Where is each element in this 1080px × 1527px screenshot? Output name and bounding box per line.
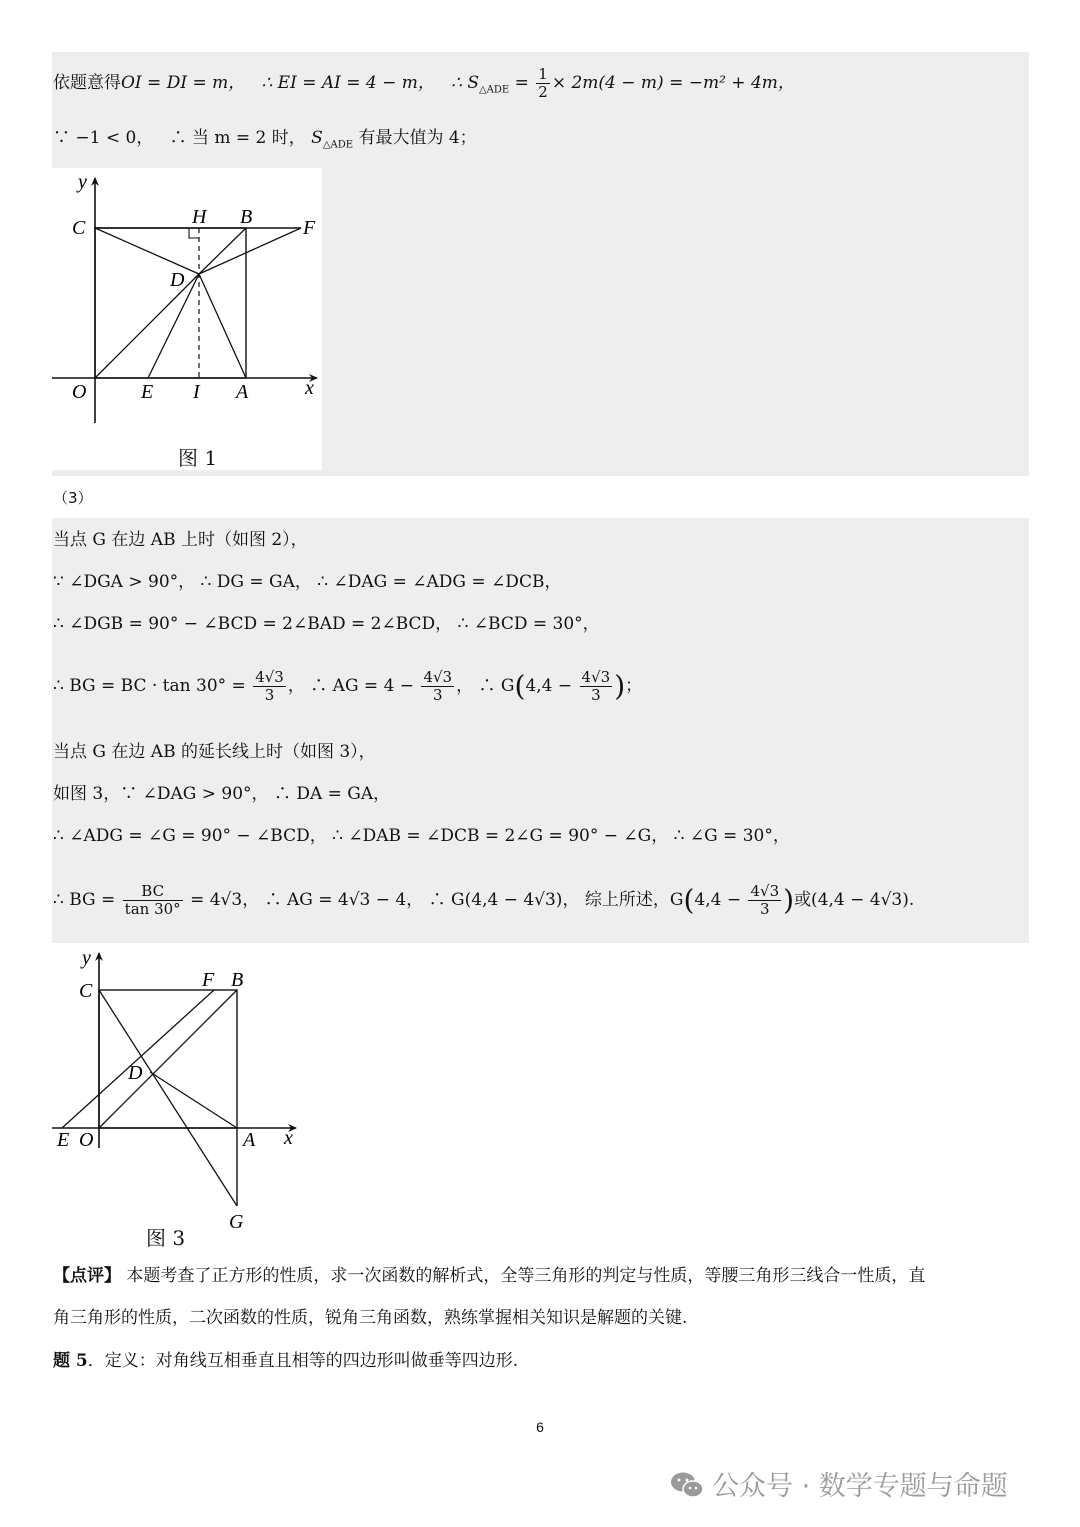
part3-line-2: ∵ ∠DGA > 90°， ∴ DG = GA， ∴ ∠DAG = ∠ADG = ∠DCB， [53,572,562,592]
label-y: y [82,948,91,969]
label-i: I [193,381,200,403]
review-line-2: 角三角形的性质，二次函数的性质，锐角三角函数，熟练掌握相关知识是解题的关键. [53,1308,688,1328]
fraction-4root3-over-3: $\frac{4√3}{3}$ [423,668,453,704]
figure-1-caption: 图 1 [178,446,218,470]
label-y: y [78,171,87,193]
part3-line-7: ∴ ∠ADG = ∠G = 90° − ∠BCD， ∴ ∠DAB = ∠DCB = 2∠G = 90° − ∠G， ∴ ∠G = 30°， [53,826,790,846]
fraction-bc-over-tan30: $\frac{BC}{\tan 30^\circ}$ [124,882,181,918]
segment-da [150,1072,237,1128]
solution-line-2: ∵ −1 < 0， ∴ 当 m = 2 时， $S_{\triangle ADE}$ 有最大值为 4； [53,128,477,151]
part-3-label: （3） [53,489,93,507]
part3-line-6: 如图 3，∵ ∠DAG > 90°， ∴ DA = GA， [53,784,391,804]
figure-3-caption: 图 3 [146,1226,186,1250]
label-o: O [79,1129,94,1151]
part3-line-5: 当点 G 在边 AB 的延长线上时（如图 3）， [53,742,376,762]
right-angle-mark [189,228,199,238]
label-x: x [305,377,314,399]
problem-5-label: 题 5 [53,1351,88,1371]
segment-df [199,228,301,274]
figure-3 [52,948,312,1248]
label-a: A [243,1129,256,1151]
part3-line-8: ∴ BG = $\frac{BC}{\tan 30^\circ}$ = 4√3， ∴ AG = 4√3 − 4， ∴ G(4,4 − 4√3)， 综上所述，G(4,4 − $\frac{4√3}{3}$ )或(4,4 − 4√3). [53,882,915,918]
figure-1 [52,168,322,470]
label-d: D [128,1062,143,1084]
label-f: F [303,217,316,239]
label-a: A [236,381,249,403]
label-c: C [72,217,86,239]
segment-cg [99,990,237,1206]
review-label: 【点评】 [53,1266,121,1286]
solution-line-1: 依题意得OI = DI = m， ∴ EI = AI = 4 − m， ∴ $S_{\triangle ADE}$ = $\frac{1}{2}$ × 2m(4 − m) = −m² + 4m， [53,65,795,101]
segment-da [199,274,246,378]
label-c: C [79,980,93,1002]
review-line-1: 【点评】 本题考查了正方形的性质，求一次函数的解析式，全等三角形的判定与性质，等腰三角形三线合一性质，直 [53,1266,926,1286]
segment-ob [99,990,237,1128]
label-o: O [72,381,87,403]
segment-db [199,228,246,274]
watermark: 公众号 · 数学专题与命题 [670,1464,1008,1503]
segment-cd [95,228,199,274]
part3-line-4: ∴ BG = BC · tan 30° = $\frac{4√3}{3}$ ， ∴ AG = 4 − $\frac{4√3}{3}$ ， ∴ G(4,4 − $\frac{4√3}{3}$ )； [53,668,643,704]
figure-3-diagram [52,948,312,1248]
label-d: D [170,269,185,291]
fraction-4root3-over-3: $\frac{4√3}{3}$ [581,668,611,704]
label-h: H [192,206,207,228]
label-g: G [229,1211,244,1233]
fraction-one-half: $\frac{1}{2}$ [538,65,548,101]
segment-ef [62,990,214,1128]
wechat-icon [670,1471,704,1499]
label-x: x [284,1127,293,1149]
part3-line-3: ∴ ∠DGB = 90° − ∠BCD = 2∠BAD = 2∠BCD， ∴ ∠BCD = 30°， [53,614,600,634]
fraction-4root3-over-3: $\frac{4√3}{3}$ [750,882,780,918]
label-e: E [57,1129,70,1151]
part3-line-1: 当点 G 在边 AB 上时（如图 2）， [53,530,308,550]
figure-1-diagram [52,168,322,470]
label-b: B [240,206,253,228]
label-e: E [141,381,154,403]
label-b: B [231,969,244,991]
label-f: F [202,969,215,991]
fraction-4root3-over-3: $\frac{4√3}{3}$ [255,668,284,704]
problem-5: 题 5．定义：对角线互相垂直且相等的四边形叫做垂等四边形. [53,1351,519,1371]
page-number: 6 [536,1419,544,1435]
